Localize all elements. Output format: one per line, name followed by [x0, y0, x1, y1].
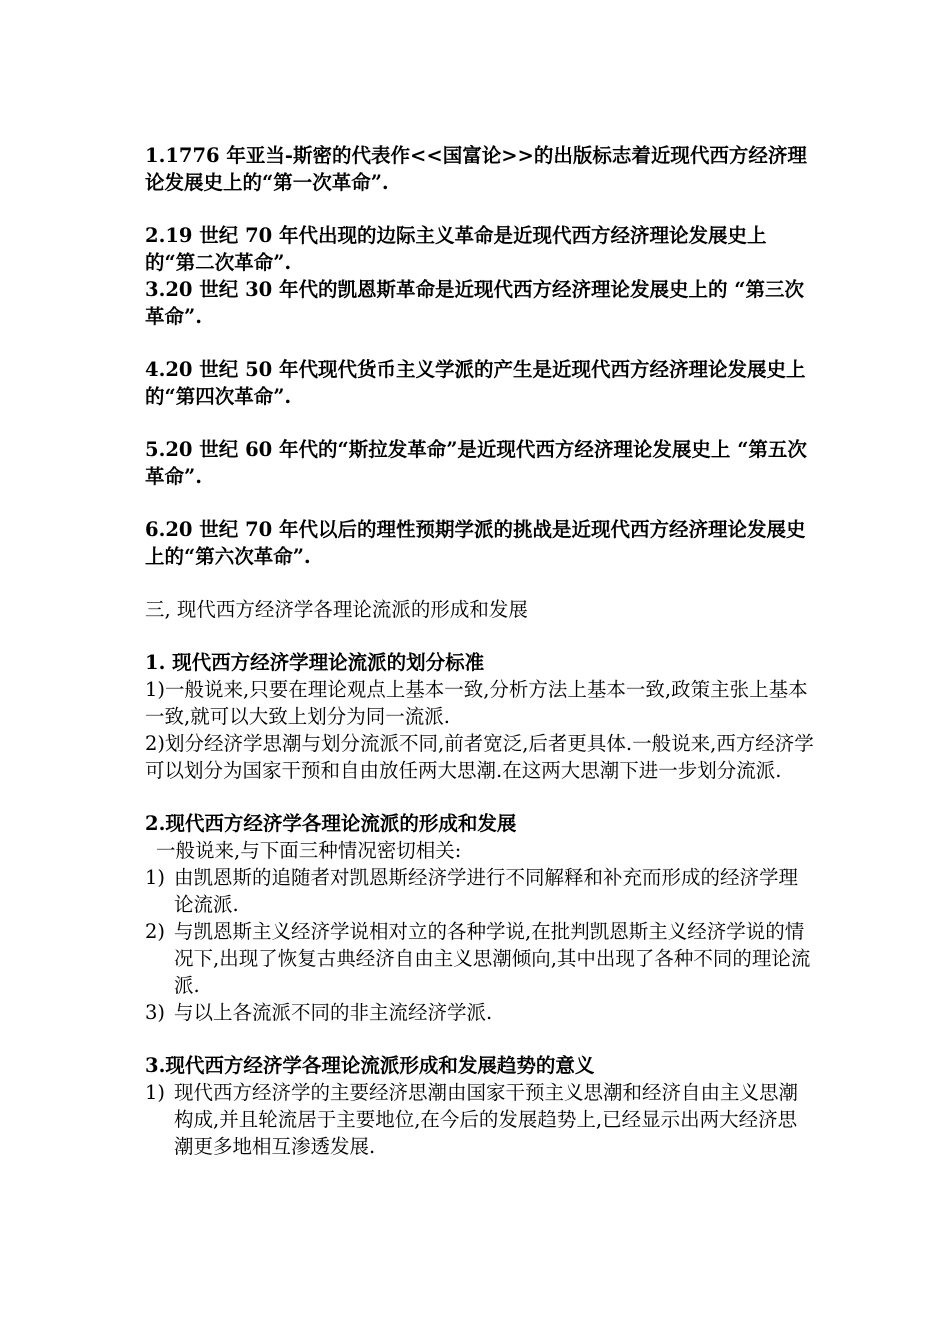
list-item — [145, 1079, 815, 1160]
revolution-3: 3.20 世纪 30 年代的凯恩斯革命是近现代西方经济理论发展史上的 “第三次革命”. — [145, 278, 805, 328]
subsection-3-heading: 3.现代西方经济学各理论流派形成和发展趋势的意义 — [145, 1054, 595, 1077]
revolution-6: 6.20 世纪 70 年代以后的理性预期学派的挑战是近现代西方经济理论发展史上的“第六次革命”. — [145, 518, 806, 568]
document-page — [145, 142, 815, 1160]
subsection-1-item: 2)划分经济学思潮与划分流派不同,前者宽泛,后者更具体.一般说来,西方经济学可以划分为国家干预和自由放任两大思潮.在这两大思潮下进一步划分流派. — [145, 732, 814, 782]
list-number: 2) — [145, 920, 166, 943]
revolution-1: 1.1776 年亚当-斯密的代表作<<国富论>>的出版标志着近现代西方经济理论发展史上的“第一次革命”. — [145, 144, 807, 194]
section-heading: 三, 现代西方经济学各理论流派的形成和发展 — [145, 598, 528, 621]
list-number: 1) — [145, 1081, 166, 1104]
subsection-2-heading: 2.现代西方经济学各理论流派的形成和发展 — [145, 812, 517, 835]
subsection-1-item: 1)一般说来,只要在理论观点上基本一致,分析方法上基本一致,政策主张上基本一致,就可以大致上划分为同一流派. — [145, 678, 808, 728]
revolution-5: 5.20 世纪 60 年代的“斯拉发革命”是近现代西方经济理论发展史上 “第五次革命”. — [145, 438, 807, 488]
list-item — [145, 918, 815, 999]
subsection-1-heading: 1. 现代西方经济学理论流派的划分标准 — [145, 651, 485, 674]
revolution-2: 2.19 世纪 70 年代出现的边际主义革命是近现代西方经济理论发展史上的“第二次革命”. — [145, 224, 767, 274]
list-number: 1) — [145, 866, 166, 889]
list-number: 3) — [145, 1001, 166, 1024]
list-text: 与以上各流派不同的非主流经济学派. — [174, 1001, 493, 1024]
subsection-2-intro: 一般说来,与下面三种情况密切相关: — [156, 839, 462, 862]
list-text: 与凯恩斯主义经济学说相对立的各种学说,在批判凯恩斯主义经济学说的情况下,出现了恢复古典经济自由主义思潮倾向,其中出现了各种不同的理论流派. — [174, 920, 811, 997]
list-text: 现代西方经济学的主要经济思潮由国家干预主义思潮和经济自由主义思潮构成,并且轮流居于主要地位,在今后的发展趋势上,已经显示出两大经济思潮更多地相互渗透发展. — [174, 1081, 799, 1158]
list-text: 由凯恩斯的追随者对凯恩斯经济学进行不同解释和补充而形成的经济学理论流派. — [174, 866, 799, 916]
list-item — [145, 864, 815, 918]
list-item — [145, 999, 815, 1026]
revolution-4: 4.20 世纪 50 年代现代货币主义学派的产生是近现代西方经济理论发展史上的“第四次革命”. — [145, 358, 806, 408]
